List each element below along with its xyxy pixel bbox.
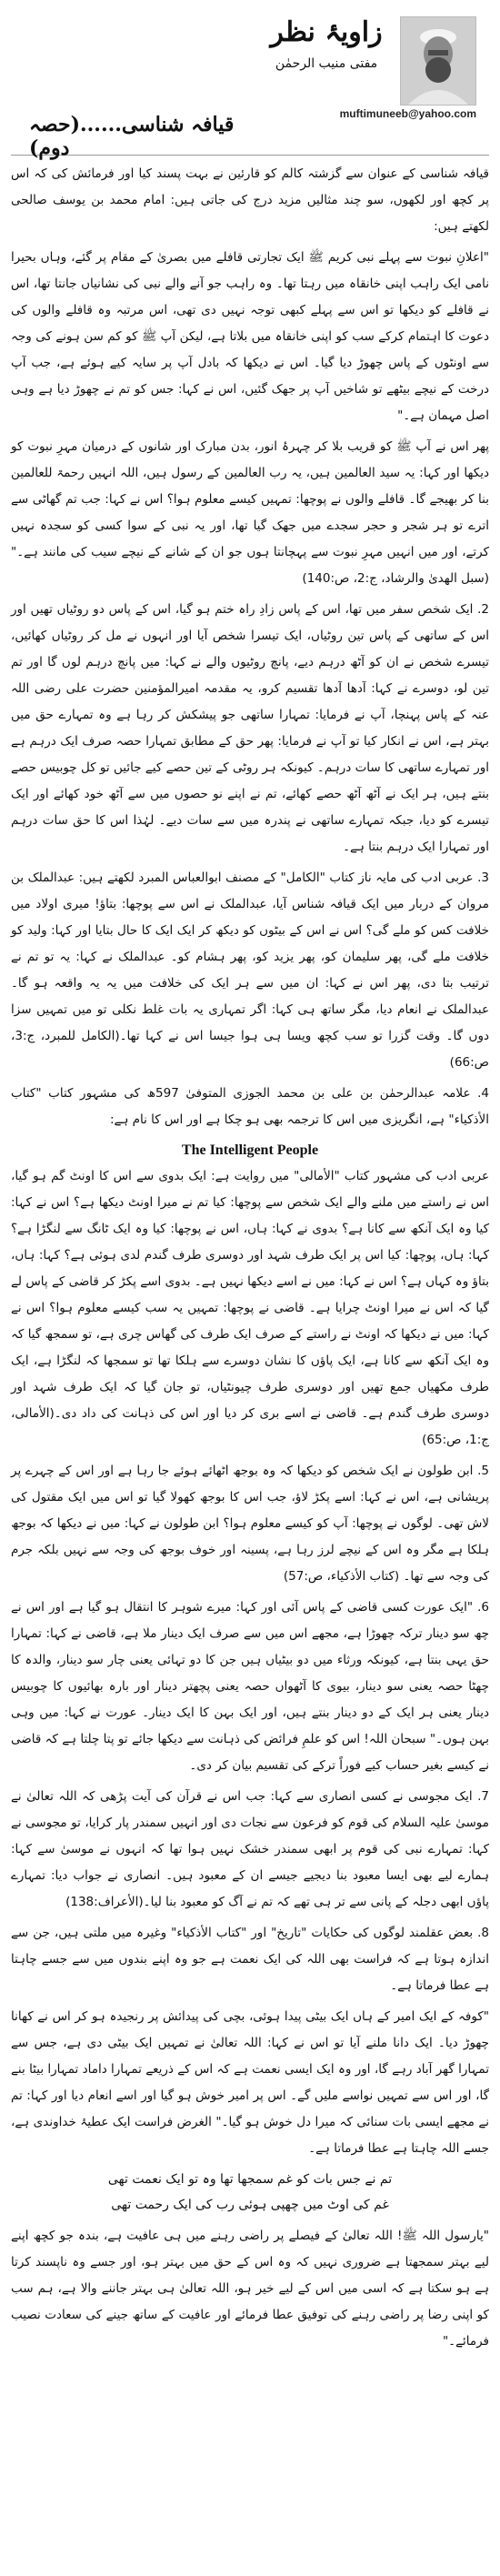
column-body xyxy=(11,156,489,2355)
column-logo xyxy=(258,16,395,71)
paragraph: پھر اس نے آپ ﷺ کو قریب بلا کر چہرۂ انور، بدن مبارک اور شانوں کے درمیان مہرِ نبوت کو دیکھا اور کہا: یہ سید العالمین ہیں، یہ رب العالمین کے رسول ہیں، اللہ انہیں رحمۃ للعالمین بنا کر بھیجے گا۔ قافلے والوں نے پوچھا: تمہیں کیسے معلوم ہوا؟ اس نے کہا: جب تم گھاٹی سے اترے تو ہر شجر و حجر سجدے میں جھک گیا تھا، اور یہ نبی کے سوا کسی کو سجدہ نہیں کرتے، اور میں انہیں مہرِ نبوت سے پہچانتا ہوں جو ان کے شانے کے نیچے سیب کی مانند ہے۔"(سبل الھدیٰ والرشاد، ج:2، ص:140) xyxy=(11,439,489,586)
closing-paragraph: "یارسول اللہ ﷺ! اللہ تعالیٰ کے فیصلے پر راضی رہنے میں ہی عافیت ہے، بندہ جو کچھ اپنے لیے بہتر سمجھتا ہے ضروری نہیں کہ وہ اس کے حق میں بہتر ہو، اور جسے وہ ناپسند کرتا ہے ہو سکتا ہے کہ اسی میں اس کے لیے خیر ہو، اللہ تعالیٰ ہی بہتر جاننے والا ہے، ہم سب کو اپنی رضا پر راضی رہنے کی توفیق عطا فرمائے اور عافیت کے ساتھ جینے کی سعادت نصیب فرمائے۔" xyxy=(11,2229,489,2349)
paragraph: عربی ادب کی مشہور کتاب "الأمالی" میں روایت ہے: ایک بدوی سے اس کا اونٹ گم ہو گیا، اس نے راستے میں ملنے والے ایک شخص سے پوچھا: کیا تم نے میرا اونٹ دیکھا ہے؟ اس نے کہا: کیا وہ ایک آنکھ سے کانا ہے؟ بدوی نے کہا: ہاں، اس نے پوچھا: کیا وہ ایک ٹانگ سے لنگڑا ہے؟ کہا: ہاں، پوچھا: کیا اس پر ایک طرف شہد اور دوسری طرف گندم لدی ہوئی ہے؟ کہا: ہاں، بتاؤ وہ کہاں ہے؟ اس نے کہا: میں نے اسے دیکھا نہیں ہے۔ بدوی اسے پکڑ کر قاضی کے پاس لے گیا کہ اس نے میرا اونٹ چرایا ہے۔ قاضی نے پوچھا: تمہیں یہ سب کیسے معلوم ہوا؟ اس نے کہا: میں نے دیکھا کہ اونٹ نے راستے کے صرف ایک طرف کی گھاس چری ہے، تو سمجھ گیا کہ وہ ایک آنکھ سے کانا ہے، ایک پاؤں کا نشان دوسرے سے ہلکا تھا تو سمجھا کہ لنگڑا ہے، ایک طرف مکھیاں جمع تھیں اور دوسری طرف چیونٹیاں، تو جان گیا کہ ایک طرف شہد اور دوسری طرف گندم ہے۔ قاضی نے اسے بری کر دیا اور اس کی ذہانت کی داد دی۔(الأمالی، ج:1، ص:65) xyxy=(11,1169,489,1447)
paragraph: 4. علامہ عبدالرحمٰن بن علی بن محمد الجوزی المتوفیٰ 597ھ کی مشہور کتاب "کتاب الأذکیاء" ہے، انگریزی میں اس کا ترجمہ بھی ہو چکا ہے اور اس کا نام ہے: xyxy=(11,1086,489,1127)
author-photo xyxy=(400,16,476,106)
paragraph: 6. "ایک عورت کسی قاضی کے پاس آئی اور کہا: میرے شوہر کا انتقال ہو گیا ہے اور اس نے چھ سو دینار ترکہ چھوڑا ہے، مجھے اس میں سے صرف ایک دینار ملا ہے، قاضی نے کہا: تمہارا حق یہی بنتا ہے، کیونکہ ورثاء میں دو بیٹیاں ہیں جن کا دو تہائی یعنی چار سو دینار، والدہ کا چھٹا حصہ یعنی سو دینار، بیوی کا آٹھواں حصہ یعنی پچھتر دینار اور بارہ بھائیوں کا چوبیس دینار یعنی ہر ایک کے دو دینار بنتے ہیں، اور ایک بہن کا ایک دینار۔ عورت نے کہا: میں وہی بہن ہوں۔" سبحان اللہ! اس کو علمِ فرائض کی ذہانت سے دیکھا جائے تو پتا چلتا ہے کہ قاضی نے کیسے بغیر حساب کیے فوراً ترکے کی تقسیم بیان کر دی۔ xyxy=(11,1600,489,1773)
paragraph: 5. ابن طولون نے ایک شخص کو دیکھا کہ وہ بوجھ اٹھائے ہوئے جا رہا ہے اور اس کے چہرے پر پریشانی ہے، اس نے کہا: اسے پکڑ لاؤ، جب اس کا بوجھ کھولا گیا تو اس میں ایک مقتول کی لاش تھی۔ لوگوں نے پوچھا: آپ کو کیسے معلوم ہوا؟ ابن طولون نے کہا: میں نے دیکھا کہ بوجھ ہلکا ہے مگر وہ اس کے نیچے لرز رہا ہے، پسینہ اور خوف بوجھ کی وجہ سے نہیں بلکہ جرم کی وجہ سے تھا۔ (کتاب الأذکیاء، ص:57) xyxy=(11,1464,489,1584)
paragraph: 8. بعض عقلمند لوگوں کی حکایات "تاریخ" اور "کتاب الأذکیاء" وغیرہ میں ملتی ہیں، جن سے اندازہ ہوتا ہے کہ فراست بھی اللہ کی ایک نعمت ہے جو وہ اپنے بندوں میں سے جسے چاہتا ہے عطا فرماتا ہے۔ xyxy=(11,1926,489,1993)
column-headline: قیافہ شناسی......(حصہ دوم) xyxy=(29,113,235,160)
poem-line: تم نے جس بات کو غم سمجھا تھا وہ تو ایک نعمت تھی xyxy=(107,2172,393,2187)
paragraph: "اعلانِ نبوت سے پہلے نبی کریم ﷺ ایک تجارتی قافلے میں بصریٰ کے مقام پر گئے، وہاں بحیرا نامی ایک راہب اپنی خانقاہ میں رہتا تھا۔ وہ راہب جو آنے والے نبی کی نشانیاں جانتا تھا، اس نے قافلے کو دیکھا تو اس سے پہلے کبھی توجہ نہیں دی تھی، اس مرتبہ وہ قافلے والوں کی دعوت کا اہتمام کرکے سب کو اپنی خانقاہ میں بلاتا ہے، لیکن آپ ﷺ کو کم سن ہونے کی وجہ سے اونٹوں کے پاس چھوڑ دیا گیا۔ اس نے دیکھا کہ بادل آپ پر سایہ کیے ہوئے ہے، جب آپ درخت کے نیچے بیٹھے تو شاخیں آپ پر جھک گئیں، اس نے کہا: جس کو تم نے چھوڑ دیا ہے وہی اصل مہمان ہے۔" xyxy=(11,250,489,423)
column-name: زاویۂ نظر xyxy=(270,16,383,48)
column-masthead xyxy=(11,0,489,160)
author-name: مفتی منیب الرحمٰن xyxy=(275,56,378,71)
paragraph: "کوفہ کے ایک امیر کے ہاں ایک بیٹی پیدا ہوئی، بچی کی پیدائش پر رنجیدہ ہو کر اس نے کھانا چھوڑ دیا۔ ایک دانا ملنے آیا تو اس نے کہا: اللہ تعالیٰ نے تمہیں ایک بیٹی دی ہے، جس سے تمہارا گھر آباد رہے گا، اور وہ ایک ایسی نعمت ہے کہ اس کے ذریعے تمہارا داماد تمہارا بیٹا بنے گا، اور اس سے تمہیں نواسے ملیں گے۔ اس پر امیر خوش ہو گیا اور اسے انعام دیا اور کہا: تم نے مجھے ایسی بات سنائی کہ میرا دل خوش ہو گیا۔" الغرض فراست ایک عطیۂ خداوندی ہے، جسے اللہ چاہتا ہے عطا فرماتا ہے۔ xyxy=(11,2009,489,2156)
paragraph: 3. عربی ادب کی مایہ ناز کتاب "الکامل" کے مصنف ابوالعباس المبرد لکھتے ہیں: عبدالملک بن مروان کے دربار میں ایک قیافہ شناس آیا، عبدالملک نے اس سے پوچھا: بتاؤ! میری اولاد میں خلافت کس کو ملے گی؟ اس نے اس کے بیٹوں کو دیکھ کر ایک ایک کا حال بتایا اور کہا: ولید کو خلافت ملے گی، پھر سلیمان کو، پھر یزید کو، پھر ہشام کو۔ عبدالملک نے کہا: یہ تو تم نے ترتیب بتا دی، پھر اس نے کہا: ان میں سے ہر ایک کی خلافت میں یہ یہ واقعہ ہو گا۔ عبدالملک نے انعام دیا، مگر ساتھ ہی کہا: اگر تمہاری یہ بات غلط نکلی تو میں تمہیں سزا دوں گا۔ وقت گزرا تو سب کچھ ویسا ہی ہوا جیسا اس نے کہا تھا۔(الکامل للمبرد، ج:3، ص:66) xyxy=(11,870,489,1070)
book-title-english: The Intelligent People xyxy=(181,1142,319,1158)
author-portrait-icon xyxy=(401,17,475,105)
paragraph: قیافہ شناسی کے عنوان سے گزشتہ کالم کو قارئین نے بہت پسند کیا اور فرمائش کی کہ اس پر کچھ اور لکھوں، سو چند مثالیں مزید درج کی جاتی ہیں: امام محمد بن یوسف صالحی لکھتے ہیں: xyxy=(11,166,489,234)
poem-line: غم کی اوٹ میں چھپی ہوئی رب کی ایک رحمت تھی xyxy=(111,2198,389,2212)
author-email[interactable]: muftimuneeb@yahoo.com xyxy=(339,107,476,120)
paragraph: 7. ایک مجوسی نے کسی انصاری سے کہا: جب اس نے قرآن کی آیت پڑھی کہ اللہ تعالیٰ نے موسیٰ علیہ السلام کی قوم کو فرعون سے نجات دی اور انہیں سمندر پار کرایا، تو مجوسی نے کہا: تمہارے نبی کی قوم پر ابھی سمندر خشک نہیں ہوا تھا کہ انہوں نے موسیٰ سے کہا: ہمارے لیے بھی ایسا معبود بنا دیجیے جیسے ان کے معبود ہیں۔ انصاری نے جواب دیا: تمہارے پاؤں ابھی دجلہ کے پانی سے تر ہی تھے کہ تم نے آگ کو معبود بنا لیا۔(الأعراف:138) xyxy=(11,1789,489,1909)
paragraph: 2. ایک شخص سفر میں تھا، اس کے پاس زادِ راہ ختم ہو گیا، اس کے پاس دو روٹیاں تھیں اور اس کے ساتھی کے پاس تین روٹیاں، ایک تیسرا شخص آیا اور انہوں نے مل کر روٹیاں کھائیں، تیسرے شخص نے ان کو آٹھ درہم دیے، پانچ روٹیوں والے نے کہا: میں پانچ درہم لوں گا اور تم تین لو، دوسرے نے کہا: آدھا آدھا تقسیم کرو، یہ مقدمہ امیرالمؤمنین حضرت علی رضی اللہ عنہ کے پاس پہنچا، آپ نے فرمایا: تمہارا ساتھی جو پیشکش کر رہا ہے وہ تمہارے حق میں بہتر ہے، اس نے انکار کیا تو آپ نے فرمایا: پھر حق کے مطابق تمہارا حصہ صرف ایک درہم ہے اور تمہارے ساتھی کا سات درہم۔ کیونکہ ہر روٹی کے تین حصے کیے جائیں تو کل چوبیس حصے بنتے ہیں، ہر ایک نے آٹھ آٹھ حصے کھائے، تم نے اپنے نو حصوں میں سے آٹھ خود کھائے اور ایک تیسرے کو دیا، جبکہ تمہارے ساتھی نے پندرہ میں سے سات دیے۔ لہٰذا اس کا حق سات درہم اور تمہارا ایک درہم بنتا ہے۔ xyxy=(11,602,489,854)
poem-couplet xyxy=(11,2167,489,2218)
